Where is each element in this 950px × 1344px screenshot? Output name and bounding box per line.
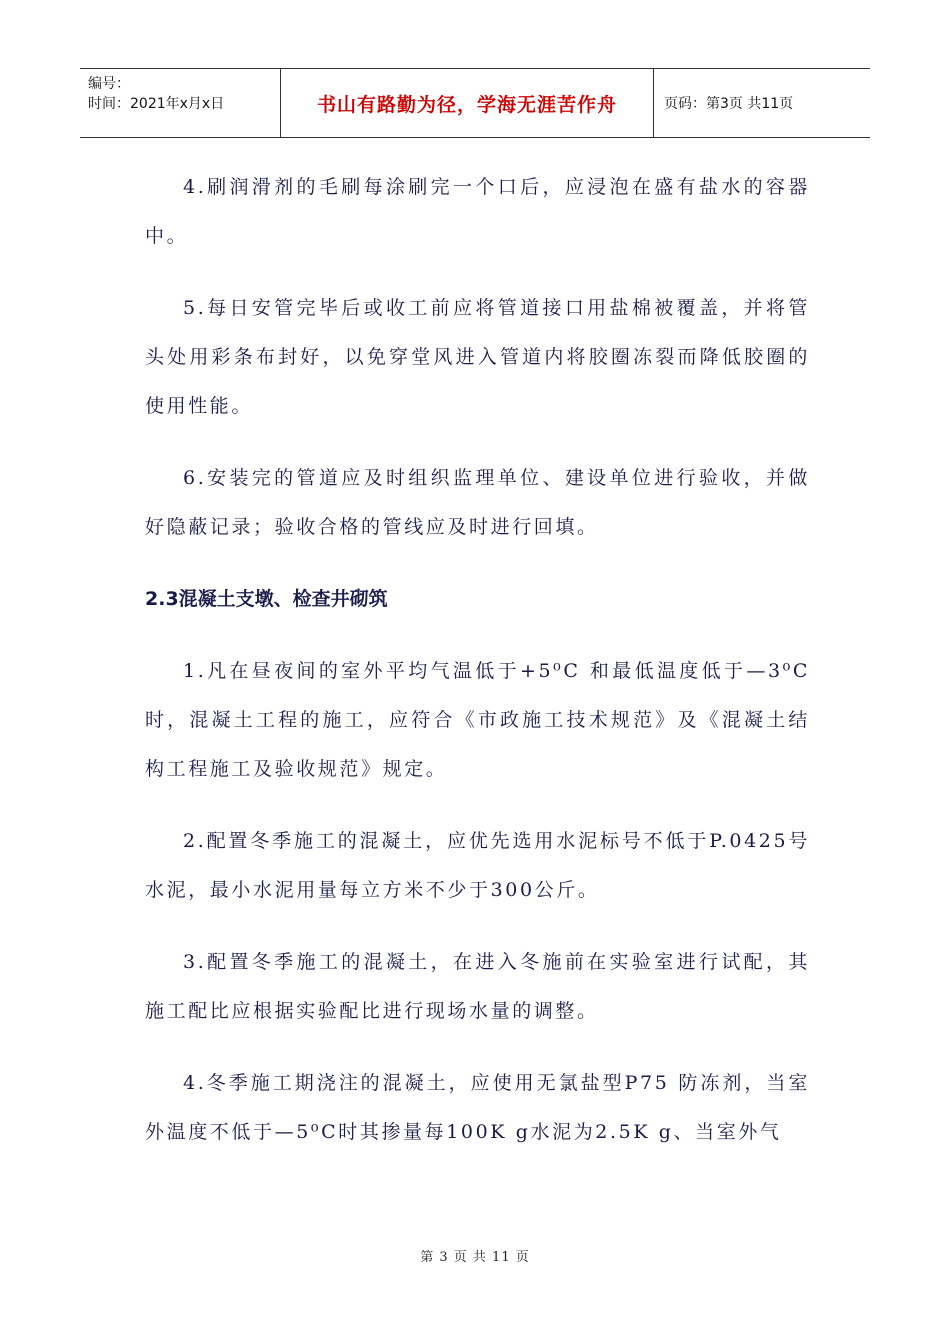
paragraph-5: 5.每日安管完毕后或收工前应将管道接口用盐棉被覆盖，并将管头处用彩条布封好，以免穿堂风进入管道内将胶圈冻裂而降低胶圈的使用性能。 <box>145 297 810 417</box>
time-label: 时间：2021年x月x日 <box>88 96 225 112</box>
page-header <box>80 68 870 138</box>
header-motto: 书山有路勤为径，学海无涯苦作舟 <box>316 93 617 116</box>
section-paragraph-2: 2.配置冬季施工的混凝土，应优先选用水泥标号不低于P.0425号水泥，最小水泥用量每立方米不少于300公斤。 <box>145 830 810 901</box>
page-footer: 第 3 页 共 11 页 <box>420 1250 530 1265</box>
header-motto-cell <box>280 69 654 137</box>
paragraph-6: 6.安装完的管道应及时组织监理单位、建设单位进行验收，并做好隐蔽记录；验收合格的管线应及时进行回填。 <box>145 467 810 538</box>
number-label: 编号： <box>88 76 130 92</box>
section-heading: 2.3混凝土支墩、检查井砌筑 <box>145 588 388 610</box>
section-paragraph-4: 4.冬季施工期浇注的混凝土，应使用无氯盐型P75 防冻剂，当室外温度不低于—5⁰C时其掺量每100K g水泥为2.5K g、当室外气 <box>145 1072 810 1143</box>
paragraph-4: 4.刷润滑剂的毛刷每涂刷完一个口后，应浸泡在盛有盐水的容器中。 <box>145 176 810 247</box>
section-paragraph-3: 3.配置冬季施工的混凝土，在进入冬施前在实验室进行试配，其施工配比应根据实验配比进行现场水量的调整。 <box>145 951 810 1022</box>
header-meta <box>80 69 280 137</box>
header-page-label: 页码：第3页 共11页 <box>664 96 794 112</box>
document-body <box>145 163 810 1180</box>
header-page-cell <box>654 69 870 137</box>
section-paragraph-1: 1.凡在昼夜间的室外平均气温低于+5⁰C 和最低温度低于—3⁰C时，混凝土工程的施工，应符合《市政施工技术规范》及《混凝土结构工程施工及验收规范》规定。 <box>145 660 810 780</box>
